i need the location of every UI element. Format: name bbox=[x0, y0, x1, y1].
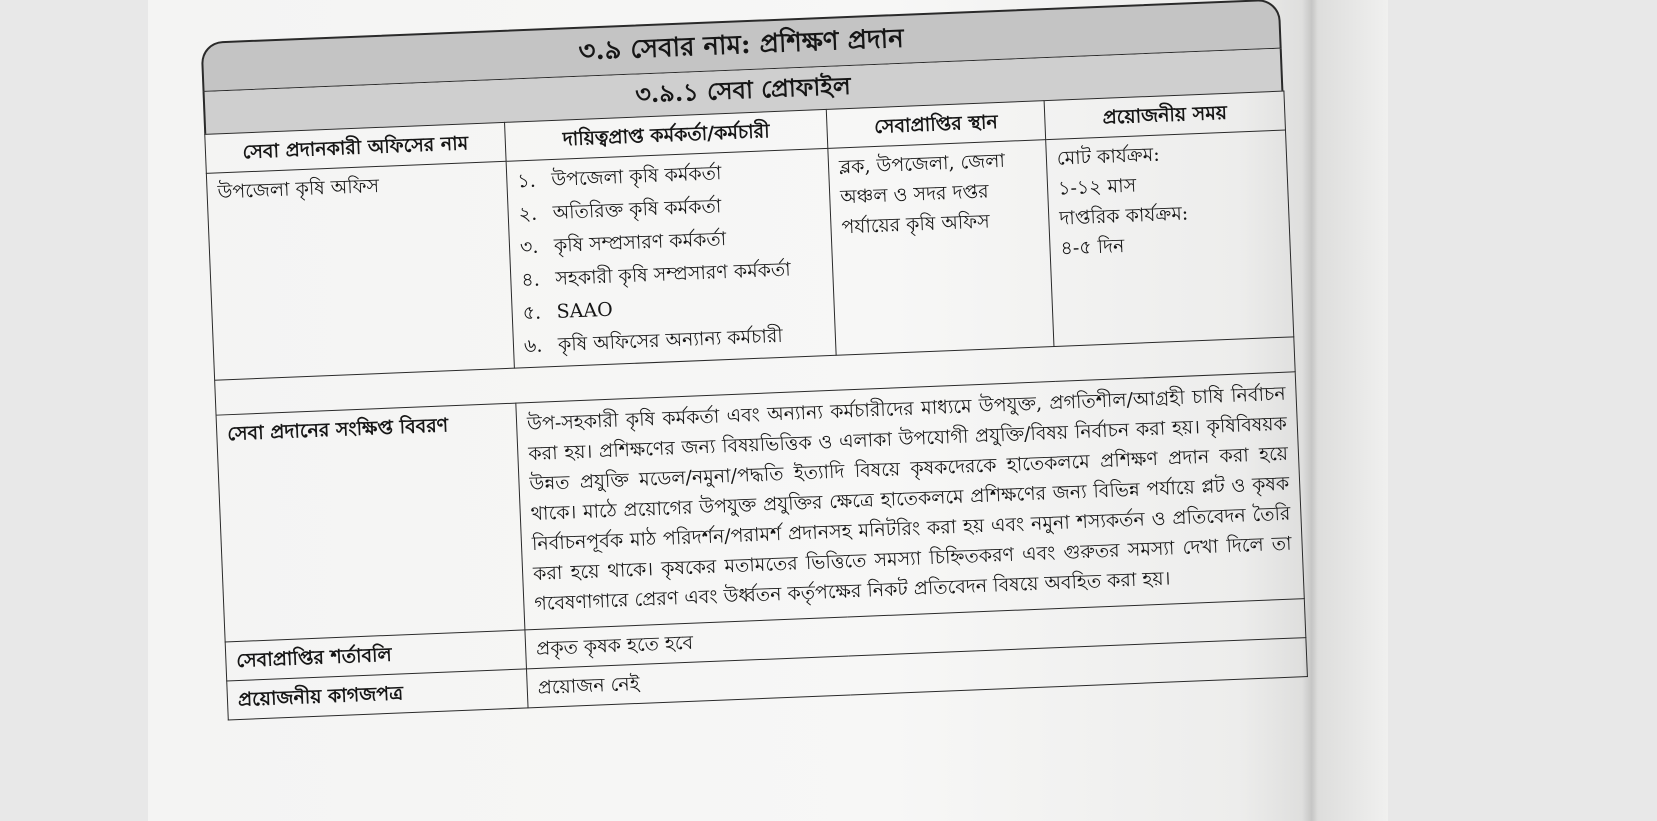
header-time: প্রয়োজনীয় সময় bbox=[1044, 91, 1285, 140]
background-left bbox=[0, 0, 148, 821]
conditions-label: সেবাপ্রাপ্তির শর্তাবলি bbox=[225, 630, 526, 681]
summary-text: উপ-সহকারী কৃষি কর্মকর্তা এবং অন্যান্য কর্মচারীদের মাধ্যমে উপযুক্ত, প্রগতিশীল/আগ্রহী চাষি নির্বাচন করা হয়। প্রশিক্ষণের জন্য বিষয়ভিত্তিক ও এলাকা উপযোগী প্রযুক্তি/বিষয় নির্বাচন করা হয়। কৃষিবিষয়ক উন্নত প্রযুক্তি মডেল/নমুনা/পদ্ধতি ইত্যাদি বিষয়ে কৃষকদেরকে হাতেকলমে প্রশিক্ষণ প্রদান করা হয়ে থাকে। মাঠে প্রয়োগের উপযুক্ত প্রযুক্তির ক্ষেত্রে হাতেকলমে প্রশিক্ষণের জন্য বিভিন্ন পর্যায়ে প্লট ও কৃষক নির্বাচনপূর্বক মাঠ পরিদর্শন/পরামর্শ প্রদানসহ মনিটরিং করা হয় এবং নমুনা শস্যকর্তন ও প্রতিবেদন তৈরি করা হয়ে থাকে। কৃষকের মতামতের ভিত্তিতে সমস্যা চিহ্নিতকরণ এবং গুরুতর সমস্যা দেখা দিলে তা গবেষণাগারে প্রেরণ এবং উর্ধ্বতন কর্তৃপক্ষের নিকট প্রতিবেদন বিষয়ে অবহিত করা হয়। bbox=[516, 372, 1304, 630]
service-title: ৩.৯ সেবার নাম: প্রশিক্ষণ প্রদান bbox=[201, 0, 1282, 92]
staff-list bbox=[517, 153, 826, 363]
staff-item: ২. অতিরিক্ত কৃষি কর্মকর্তা bbox=[518, 195, 722, 226]
office-name: উপজেলা কৃষি অফিস bbox=[206, 161, 514, 380]
documents-value: প্রয়োজন নেই bbox=[526, 638, 1307, 708]
profile-table bbox=[204, 91, 1308, 721]
staff-item: ৬. কৃষি অফিসের অন্যান্য কর্মচারী bbox=[523, 324, 784, 358]
staff-item: ৫. SAAO bbox=[522, 298, 614, 325]
summary-label: সেবা প্রদানের সংক্ষিপ্ত বিবরণ bbox=[216, 403, 525, 642]
conditions-value: প্রকৃত কৃষক হতে হবে bbox=[525, 599, 1306, 669]
staff-item: ১. উপজেলা কৃষি কর্মকর্তা bbox=[516, 162, 722, 193]
documents-label: প্রয়োজনীয় কাগজপত্র bbox=[227, 669, 528, 720]
staff-item: ৪. সহকারী কৃষি সম্প্রসারণ কর্মকর্তা bbox=[520, 258, 792, 292]
background-right bbox=[1388, 0, 1657, 821]
service-location: ব্লক, উপজেলা, জেলা অঞ্চল ও সদর দপ্তর পর্যায়ের কৃষি অফিস bbox=[828, 140, 1054, 356]
header-location: সেবাপ্রাপ্তির স্থান bbox=[826, 101, 1045, 149]
service-table bbox=[200, 0, 1312, 821]
required-time: মোট কার্যক্রম: ১-১২ মাস দাপ্তরিক কার্যক্রম: ৪-৫ দিন bbox=[1046, 130, 1294, 346]
profile-subtitle: ৩.৯.১ সেবা প্রোফাইল bbox=[203, 49, 1284, 134]
summary-row bbox=[216, 372, 1304, 642]
header-office: সেবা প্রদানকারী অফিসের নাম bbox=[205, 122, 506, 173]
staff-item: ৩. কৃষি সম্প্রসারণ কর্মকর্তা bbox=[519, 228, 727, 259]
staff-list-cell bbox=[506, 148, 836, 368]
header-staff: দায়িত্বপ্রাপ্ত কর্মকর্তা/কর্মচারী bbox=[505, 109, 828, 161]
book-page bbox=[148, 0, 1388, 821]
